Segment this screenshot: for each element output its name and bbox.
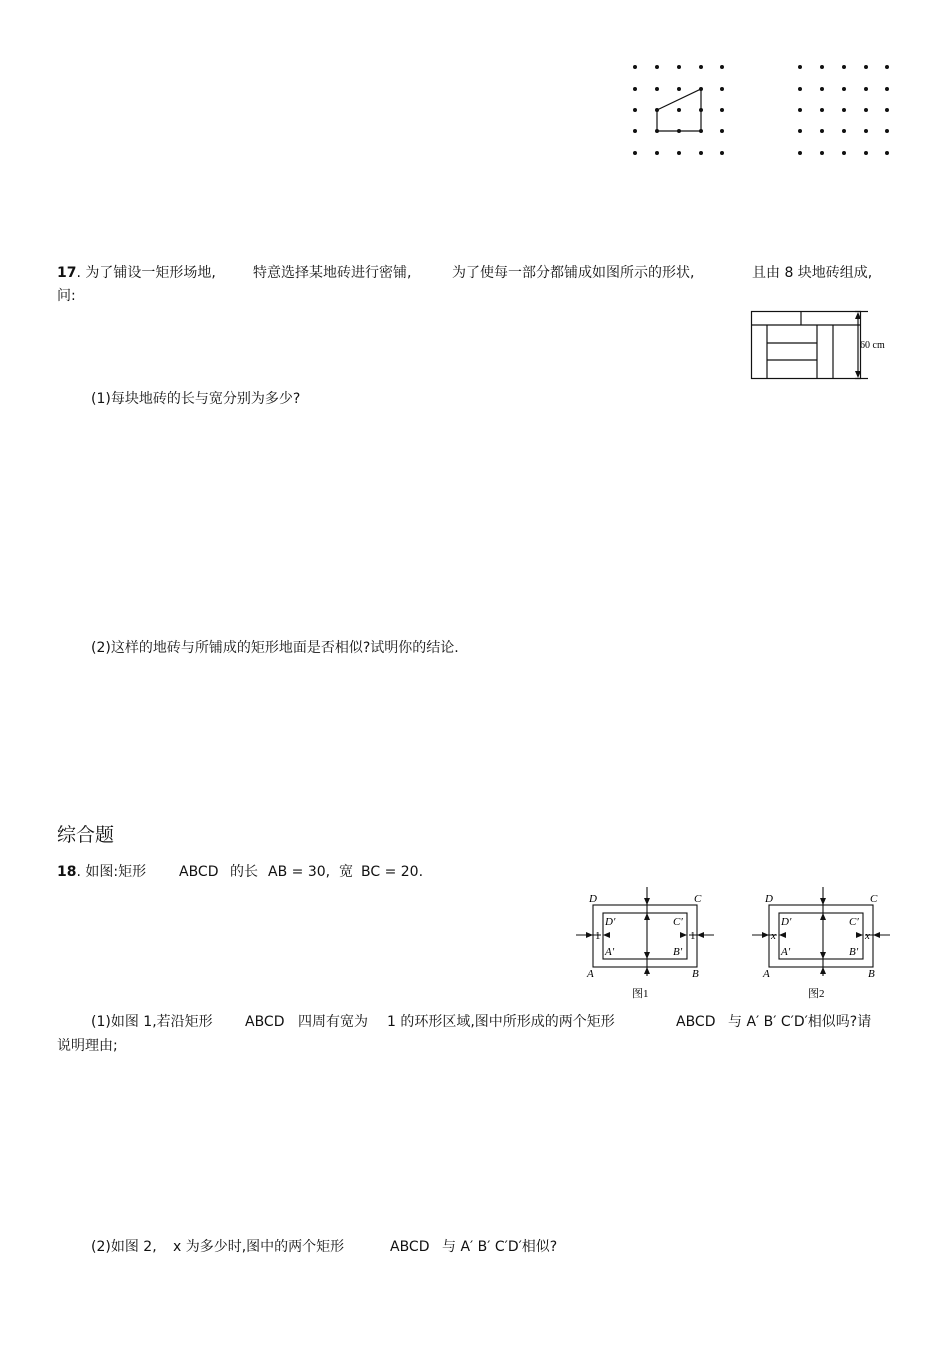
fig2-label-D: D	[765, 893, 773, 905]
fig2-label-C-prime: C′	[849, 916, 859, 928]
fig1-label-C: C	[694, 893, 702, 905]
figure-1	[572, 885, 722, 1005]
fig2-label-A-prime: A′	[781, 946, 791, 958]
q17-line1: 17. 为了铺设一矩形场地,	[57, 265, 216, 281]
q18-stem-e: 宽	[339, 864, 353, 880]
fig1-label-A: A	[587, 968, 594, 980]
q18-part1-f: 与 A′ B′ C′D′相似吗?请	[728, 1014, 872, 1030]
q18-part1-b: ABCD	[245, 1014, 285, 1030]
fig1-label-C-prime: C′	[673, 916, 683, 928]
fig2-label-A: A	[763, 968, 770, 980]
q18-part1-a: (1)如图 1,若沿矩形	[91, 1014, 213, 1030]
fig1-label-D-prime: D′	[605, 916, 616, 928]
q18-stem-f: BC = 20.	[361, 864, 424, 880]
q17-number: 17	[57, 265, 77, 281]
fig1-caption: 图1	[632, 988, 649, 1000]
q18-stem-c: 的长	[230, 864, 258, 880]
fig1-width-right: 1	[690, 930, 696, 942]
q18-stem-d: AB = 30,	[268, 864, 331, 880]
tile-figure	[750, 310, 895, 382]
dot-grid-left	[630, 62, 730, 162]
tile-dimension-label: 60 cm	[860, 340, 885, 351]
fig2-width-left: x	[771, 930, 776, 942]
q18-part1-e: ABCD	[676, 1014, 716, 1030]
fig1-label-B: B	[692, 968, 699, 980]
q17-line1-c: 为了使每一部分都铺成如图所示的形状,	[452, 265, 695, 281]
fig2-label-C: C	[870, 893, 878, 905]
q18-part1-c: 四周有宽为	[298, 1014, 368, 1030]
fig2-width-right: x	[865, 930, 870, 942]
q17-part1: (1)每块地砖的长与宽分别为多少?	[91, 391, 301, 407]
fig1-label-B-prime: B′	[673, 946, 683, 958]
q17-line1-d: 且由 8 块地砖组成,	[752, 265, 873, 281]
fig1-width-left: 1	[595, 930, 601, 942]
section-title: 综合题	[57, 824, 115, 846]
q18-part2-d: 与 A′ B′ C′D′相似?	[442, 1239, 558, 1255]
q18-part2-b: x 为多少时,图中的两个矩形	[173, 1239, 345, 1255]
q18-stem-b: ABCD	[179, 864, 219, 880]
q17-part2: (2)这样的地砖与所铺成的矩形地面是否相似?试明你的结论.	[91, 640, 459, 656]
q18-part2-a: (2)如图 2,	[91, 1239, 157, 1255]
dot-grid-right	[795, 62, 895, 162]
fig2-label-B: B	[868, 968, 875, 980]
fig1-label-A-prime: A′	[605, 946, 615, 958]
q17-line2: 问:	[57, 288, 76, 304]
fig2-caption: 图2	[808, 988, 825, 1000]
q18-part1-d: 1 的环形区域,图中所形成的两个矩形	[387, 1014, 615, 1030]
fig2-label-D-prime: D′	[781, 916, 792, 928]
q17-line1-b: 特意选择某地砖进行密铺,	[253, 265, 412, 281]
figure-2	[748, 885, 898, 1005]
fig1-label-D: D	[589, 893, 597, 905]
q18-number: 18	[57, 864, 77, 880]
q18-part2-c: ABCD	[390, 1239, 430, 1255]
q18-stem: 18. 如图:矩形	[57, 864, 147, 880]
fig2-label-B-prime: B′	[849, 946, 859, 958]
q18-part1-line2: 说明理由;	[57, 1038, 118, 1054]
